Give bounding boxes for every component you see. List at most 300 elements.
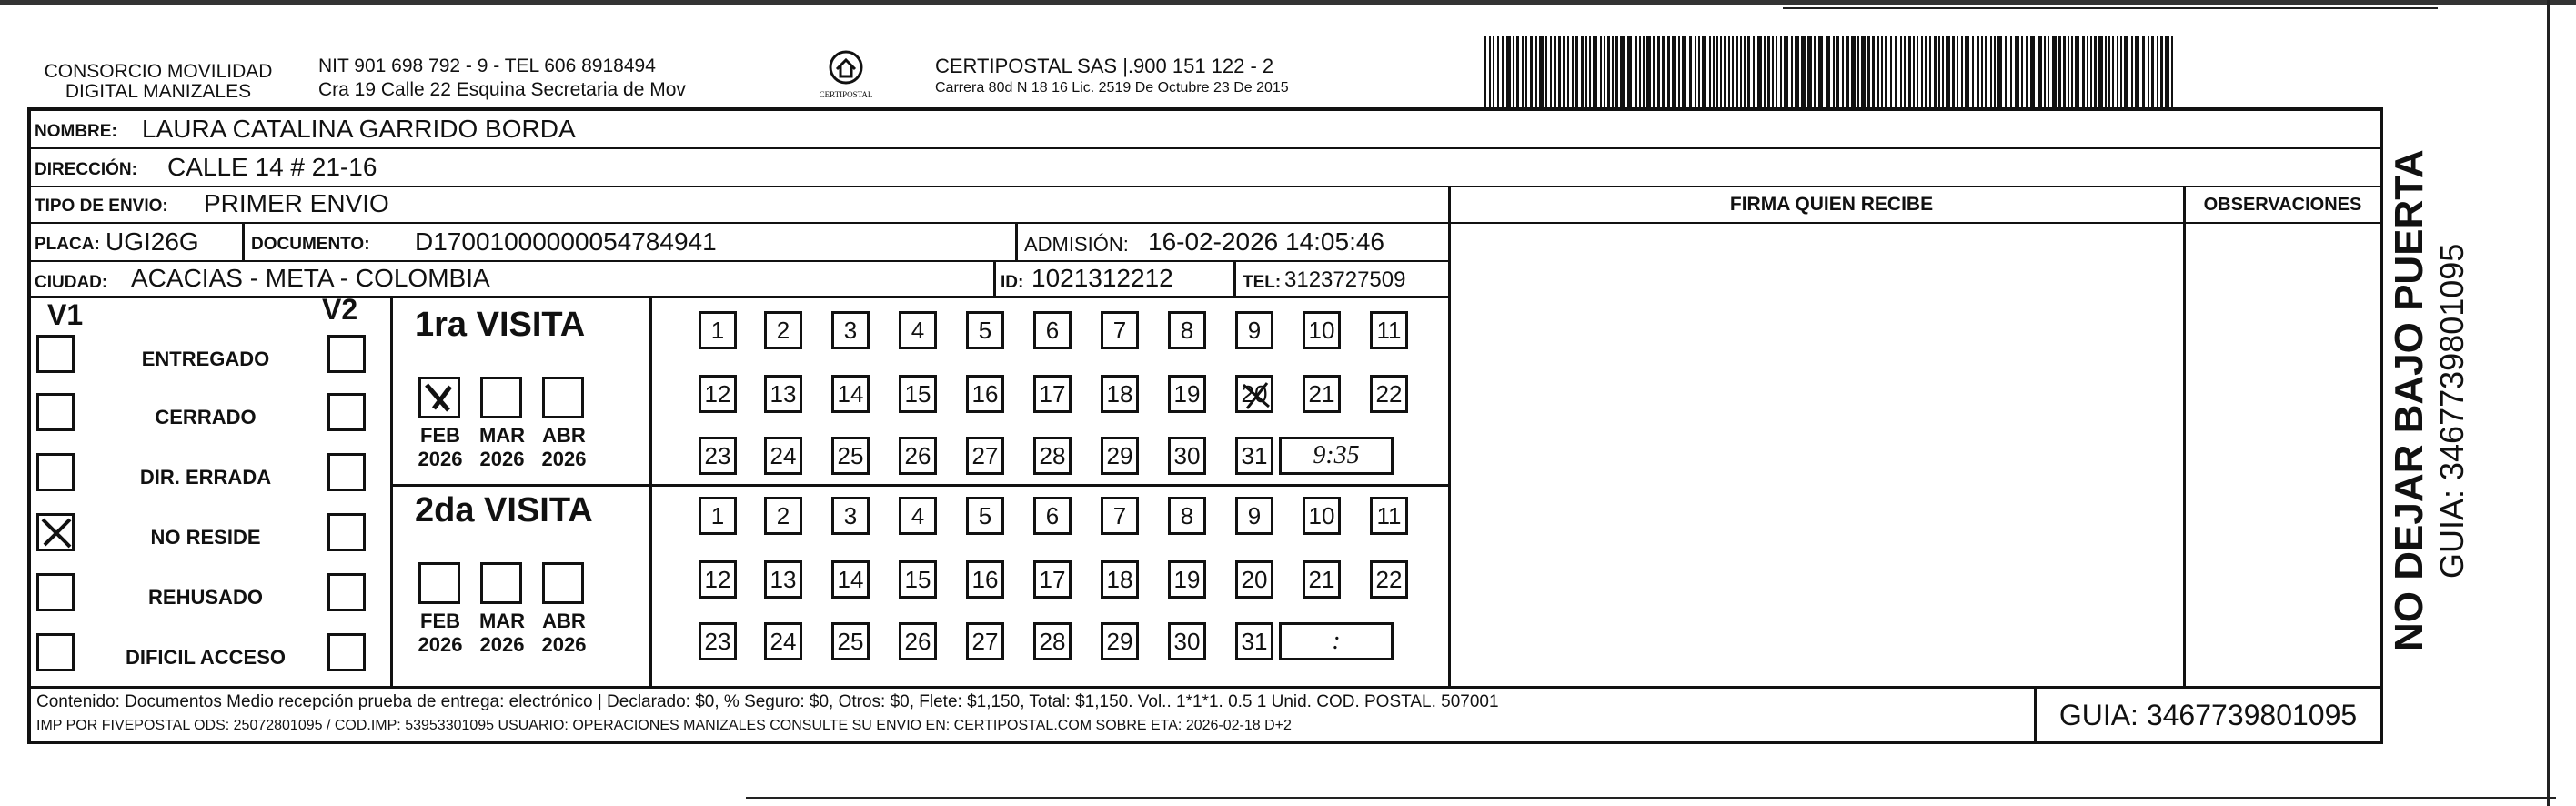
carrier-info [935,55,1289,98]
imp-line: IMP POR FIVEPOSTAL ODS: 25072801095 / COD.IMP: 53953301095 USUARIO: OPERACIONES MANIZALES CONSULTE SU ENVIO EN: CERTIPOSTAL.COM SOBRE ETA: 2026-02-18 D+2 [36,718,1292,733]
barcode-bar [1716,36,1718,107]
second-visit-day-box[interactable] [899,560,937,599]
barcode-bar [1801,36,1806,107]
barcode-bar [1709,36,1711,107]
second-visit-day-box[interactable] [1101,497,1139,535]
v2-checkbox[interactable] [327,513,366,551]
city-row [31,262,1448,298]
first-visit-day-number: 21 [1308,379,1335,408]
second-visit-day-number: 25 [837,627,864,655]
plate-label: PLACA: [35,235,100,254]
first-visit-day-box[interactable] [899,375,937,413]
second-visit-day-box[interactable] [1033,497,1072,535]
second-visit-day-number: 6 [1045,501,1060,529]
doc-divider [242,224,245,260]
first-visit-title: 1ra VISITA [415,306,586,344]
barcode-bar [1667,36,1670,107]
first-visit-day-box[interactable] [1168,375,1206,413]
barcode-bar [1942,36,1944,107]
barcode-bar [2015,36,2019,107]
first-visit-month-checkbox[interactable] [480,377,522,418]
company-line-2: DIGITAL MANIZALES [65,81,252,102]
first-visit-month-year: 2026 [479,448,525,470]
barcode-bar [1890,36,1892,107]
barcode-bar [1493,36,1494,107]
barcode-bar [2068,36,2069,107]
first-visit-day-box[interactable] [966,311,1004,349]
first-visit-day-box[interactable] [1168,311,1206,349]
carrier-line-1: CERTIPOSTAL SAS |.900 151 122 - 2 [935,55,1274,77]
barcode-bar [1535,36,1537,107]
first-visit-day-box[interactable] [899,311,937,349]
first-visit-day-box[interactable] [1370,375,1408,413]
second-visit-day-box[interactable] [1370,560,1408,599]
first-visit-day-box[interactable] [831,437,870,475]
content-line: Contenido: Documentos Medio recepción prueba de entrega: electrónico | Declarado: $0, % Seguro: $0, Otros: $0, Flete: $1,150, Total: $1,150. Vol.. 1*1*1. 0.5 1 Unid. COD. POSTAL. 507001 [36,692,1499,711]
first-visit-day-box[interactable] [1101,437,1139,475]
barcode-bar [1985,36,1987,107]
barcode-bar [1698,36,1700,107]
second-visit-day-box[interactable] [831,622,870,660]
barcode-bar [1635,36,1637,107]
second-visit-day-box[interactable] [764,622,802,660]
signature-area[interactable] [1448,224,2183,686]
id-value: 1021312212 [1031,264,1173,292]
second-visit-day-number: 5 [978,501,992,529]
barcode-bar [2142,36,2145,107]
barcode-bar [1744,36,1746,107]
second-visit-day-box[interactable] [1370,497,1408,535]
document-label: DOCUMENTO: [251,235,370,254]
first-visit-day-box[interactable] [966,375,1004,413]
v1-checkbox[interactable] [36,513,75,551]
first-visit-day-box[interactable] [764,437,802,475]
barcode-bar [2112,36,2114,107]
barcode-bar [1539,36,1544,107]
barcode-bar [1929,36,1931,107]
barcode-bar [1627,36,1632,107]
first-visit-day-number: 5 [978,316,992,344]
second-visit-day-box[interactable] [1303,560,1341,599]
barcode-bar [2124,36,2128,107]
first-visit-day-box[interactable] [831,311,870,349]
first-visit-day-number: 19 [1173,379,1201,408]
barcode-bar [1997,36,2002,107]
second-visit-day-box[interactable] [1033,560,1072,599]
first-visit-day-number: 20 [1241,379,1268,408]
v2-checkbox[interactable] [327,335,366,373]
logo-text: CERTIPOSTAL [819,90,873,99]
second-visit-day-number: 23 [704,627,731,655]
no-dejar-warning [2389,149,2430,651]
barcode-bar [1772,36,1774,107]
barcode-bar [2120,36,2122,107]
barcode-bar [1833,36,1835,107]
barcode-bar [1952,36,1955,107]
scan-artifact-line [2547,0,2550,806]
barcode-bar [1695,36,1696,107]
second-visit-month-checkbox[interactable] [542,562,584,604]
second-visit-day-number: 4 [911,501,925,529]
barcode-bar [1604,36,1605,107]
first-visit-day-box[interactable] [899,437,937,475]
first-visit-day-number: 30 [1173,441,1201,469]
state-label: CERRADO [155,406,257,428]
barcode-bar [1857,36,1859,107]
no-dejar-text: NO DEJAR BAJO PUERTA [2387,149,2431,651]
barcode-bar [1900,36,1902,107]
state-label: DIR. ERRADA [139,466,272,489]
barcode-bar [1861,36,1866,107]
second-visit-day-number: 13 [770,565,797,593]
scan-artifact-line [0,0,2576,5]
barcode-bar [1826,36,1830,107]
second-visit-day-box[interactable] [1168,560,1206,599]
barcode-bar [1646,36,1651,107]
barcode [1484,36,2176,107]
second-visit-month-year: 2026 [418,633,463,656]
barcode-bar [1776,36,1777,107]
barcode-bar [1938,36,1940,107]
barcode-bar [2082,36,2085,107]
second-visit-day-box[interactable] [1101,622,1139,660]
second-visit-day-box[interactable] [764,497,802,535]
check-mark-icon [39,516,74,550]
address-label: DIRECCIÓN: [35,160,137,179]
first-visit-day-box[interactable] [1303,311,1341,349]
first-visit-day-box[interactable] [1101,311,1139,349]
first-visit-day-number: 13 [770,379,797,408]
barcode-bar [1732,36,1734,107]
second-visit-day-box[interactable] [1235,622,1273,660]
first-visit-month-year: 2026 [541,448,587,470]
barcode-bar [1612,36,1614,107]
barcode-bar [1994,36,1996,107]
barcode-bar [2094,36,2097,107]
second-visit-day-box[interactable] [699,622,737,660]
first-visit-day-box[interactable] [1235,311,1273,349]
second-visit-day-number: 12 [704,565,731,593]
plate-doc-row [31,224,1448,262]
barcode-bar [1818,36,1823,107]
barcode-bar [1489,36,1491,107]
first-visit-day-number: 1 [710,316,725,344]
barcode-bar [1740,36,1742,107]
first-visit-day-number: 26 [904,441,931,469]
name-label: NOMBRE: [35,122,117,141]
first-visit-day-number: 2 [776,316,790,344]
second-visit-time-value: : [1332,627,1341,655]
barcode-bar [1563,36,1565,107]
barcode-bar [1728,36,1730,107]
barcode-bar [1807,36,1812,107]
tel-label: TEL: [1243,273,1282,292]
second-visit-day-number: 17 [1039,565,1066,593]
barcode-bar [1575,36,1578,107]
second-visit-month-year: 2026 [479,633,525,656]
barcode-bar [2087,36,2088,107]
state-label: NO RESIDE [150,526,261,549]
company-info [318,55,686,102]
barcode-bar [2048,36,2049,107]
first-visit-day-box[interactable] [699,311,737,349]
barcode-bar [1593,36,1597,107]
name-row [31,111,2380,149]
second-visit-title: 2da VISITA [415,491,593,529]
barcode-bar [1921,36,1923,107]
barcode-bar [1572,36,1574,107]
v1-checkbox[interactable] [36,453,75,491]
second-visit-day-box[interactable] [1168,497,1206,535]
first-visit-day-box[interactable] [1235,437,1273,475]
v2-checkbox[interactable] [327,393,366,431]
second-visit-day-box[interactable] [1033,622,1072,660]
first-visit-day-number: 7 [1112,316,1127,344]
side-guia-text: GUIA: 3467739801095 [2433,243,2470,579]
barcode-bar [1554,36,1556,107]
barcode-bar [1795,36,1799,107]
barcode-bar [2165,36,2169,107]
second-visit-day-number: 24 [770,627,797,655]
barcode-bar [1764,36,1766,107]
v2-checkbox[interactable] [327,633,366,671]
first-visit-month-checkbox[interactable] [418,377,460,418]
barcode-bar [2171,36,2173,107]
second-visit-day-box[interactable] [966,622,1004,660]
second-visit-day-box[interactable] [966,497,1004,535]
admission-divider [1015,224,1018,260]
barcode-bar [1682,36,1686,107]
barcode-bar [2021,36,2023,107]
second-visit-month-label [413,610,468,657]
observations-header [2183,187,2380,224]
first-visit-month-checkbox[interactable] [542,377,584,418]
v1-checkbox[interactable] [36,393,75,431]
second-visit-day-box[interactable] [831,497,870,535]
first-visit-day-box[interactable] [764,311,802,349]
second-visit-month-label [475,610,529,657]
second-visit-day-box[interactable] [899,497,937,535]
barcode-bar [1851,36,1856,107]
v2-checkbox[interactable] [327,453,366,491]
barcode-bar [1545,36,1547,107]
barcode-bar [2005,36,2007,107]
barcode-bar [1784,36,1788,107]
barcode-bar [1981,36,1983,107]
barcode-bar [2151,36,2154,107]
second-visit-day-number: 10 [1308,501,1335,529]
first-visit-day-number: 27 [971,441,999,469]
barcode-bar [1550,36,1552,107]
second-visit-time-box[interactable] [1279,622,1394,660]
signature-header-label: FIRMA QUIEN RECIBE [1729,194,1934,215]
first-visit-day-box[interactable] [1101,375,1139,413]
barcode-bar [2148,36,2149,107]
barcode-bar [1724,36,1726,107]
first-visit-month-name: ABR [542,424,586,447]
barcode-bar [1567,36,1569,107]
barcode-bar [1643,36,1645,107]
second-visit-day-box[interactable] [1168,622,1206,660]
barcode-bar [1934,36,1937,107]
first-visit-day-number: 15 [904,379,931,408]
id-divider [993,262,996,297]
barcode-bar [1747,36,1750,107]
company-line-1: CONSORCIO MOVILIDAD [44,61,273,82]
barcode-bar [1877,36,1879,107]
second-visit-day-number: 26 [904,627,931,655]
barcode-bar [1484,36,1486,107]
first-visit-day-box[interactable] [699,437,737,475]
certipostal-logo-icon [828,49,864,86]
footer-guia-box [2034,689,2380,742]
first-visit-day-number: 24 [770,441,797,469]
barcode-bar [1990,36,1992,107]
barcode-bar [1530,36,1533,107]
first-visit-day-box[interactable] [1370,311,1408,349]
first-visit-day-box[interactable] [831,375,870,413]
v1-checkbox[interactable] [36,573,75,611]
second-visit-month-year: 2026 [541,633,587,656]
first-visit-day-box[interactable] [1235,375,1273,413]
second-visit-day-box[interactable] [1235,560,1273,599]
visits-block [393,298,1448,686]
barcode-bar [1589,36,1591,107]
barcode-bar [1814,36,1816,107]
second-visit-day-box[interactable] [764,560,802,599]
barcode-bar [2063,36,2066,107]
first-visit-day-box[interactable] [966,437,1004,475]
second-visit-day-number: 29 [1106,627,1133,655]
barcode-bar [1672,36,1676,107]
visit-divider [393,484,1448,487]
first-visit-day-number: 29 [1106,441,1133,469]
barcode-bar [2157,36,2158,107]
barcode-bar [1780,36,1782,107]
first-visit-day-number: 8 [1180,316,1194,344]
barcode-bar [1615,36,1618,107]
observations-area[interactable] [2183,224,2380,686]
barcode-bar [1881,36,1883,107]
second-visit-day-number: 9 [1247,501,1262,529]
scan-artifact-line [746,797,2556,799]
barcode-bar [1516,36,1519,107]
second-visit-day-box[interactable] [966,560,1004,599]
first-visit-day-box[interactable] [1033,375,1072,413]
barcode-bar [2108,36,2110,107]
address-line: Cra 19 Calle 22 Esquina Secretaria de Mov [318,79,686,100]
first-visit-day-number: 22 [1375,379,1403,408]
barcode-bar [1678,36,1680,107]
second-visit-month-checkbox[interactable] [480,562,522,604]
second-visit-day-number: 31 [1241,627,1268,655]
first-visit-time-value: 9:35 [1313,441,1360,469]
first-visit-month-name: FEB [420,424,460,447]
barcode-bar [1767,36,1770,107]
barcode-bar [1908,36,1911,107]
footer-guia: GUIA: 3467739801095 [2058,699,2358,731]
first-visit-day-box[interactable] [1168,437,1206,475]
first-visit-day-number: 10 [1308,316,1335,344]
barcode-bar [1497,36,1499,107]
barcode-bar [1925,36,1927,107]
second-visit-day-number: 19 [1173,565,1201,593]
first-visit-day-box[interactable] [1033,311,1072,349]
barcode-bar [1502,36,1504,107]
barcode-bar [2098,36,2103,107]
first-visit-time-box[interactable] [1279,437,1394,475]
second-visit-day-number: 18 [1106,565,1133,593]
barcode-bar [1506,36,1511,107]
second-visit-day-box[interactable] [699,497,737,535]
first-visit-day-box[interactable] [1033,437,1072,475]
tel-divider [1233,262,1236,297]
barcode-bar [1917,36,1918,107]
second-visit-day-box[interactable] [831,560,870,599]
v1-checkbox[interactable] [36,335,75,373]
certipostal-logo [814,49,878,104]
side-guia [2434,244,2470,579]
barcode-bar [2052,36,2057,107]
barcode-bar [1689,36,1692,107]
barcode-bar [1872,36,1875,107]
company-name [22,62,295,102]
v2-checkbox[interactable] [327,573,366,611]
second-visit-day-box[interactable] [1101,560,1139,599]
type-row [31,187,1448,224]
second-visit-day-box[interactable] [1303,497,1341,535]
second-visit-day-number: 16 [971,565,999,593]
admission-value: 16-02-2026 14:05:46 [1148,227,1384,256]
scan-artifact-line [1783,7,2438,9]
second-visit-day-number: 2 [776,501,790,529]
second-visit-month-checkbox[interactable] [418,562,460,604]
barcode-bar [1600,36,1602,107]
first-visit-day-number: 31 [1241,441,1268,469]
barcode-bar [1913,36,1915,107]
barcode-bar [1957,36,1958,107]
admission-label: ADMISIÓN: [1024,233,1129,256]
first-visit-month-year: 2026 [418,448,463,470]
first-visit-day-box[interactable] [699,375,737,413]
barcode-bar [2038,36,2042,107]
type-label: TIPO DE ENVIO: [35,196,168,216]
barcode-bar [2026,36,2028,107]
first-visit-month-label [413,424,468,471]
second-visit-day-number: 28 [1039,627,1066,655]
v1-checkbox[interactable] [36,633,75,671]
second-visit-day-box[interactable] [899,622,937,660]
first-visit-month-label [475,424,529,471]
barcode-bar [2117,36,2118,107]
first-visit-day-number: 18 [1106,379,1133,408]
barcode-bar [1639,36,1641,107]
barcode-bar [1585,36,1587,107]
second-visit-day-box[interactable] [1235,497,1273,535]
first-visit-day-number: 17 [1039,379,1066,408]
states-block [31,293,393,686]
barcode-bar [1846,36,1849,107]
first-visit-day-box[interactable] [764,375,802,413]
signature-header [1448,187,2212,224]
first-visit-day-box[interactable] [1303,375,1341,413]
first-visit-day-number: 4 [911,316,925,344]
second-visit-month-name: ABR [542,610,586,632]
second-visit-month-label [537,610,591,657]
second-visit-day-box[interactable] [699,560,737,599]
name-value: LAURA CATALINA GARRIDO BORDA [142,115,576,143]
barcode-bar [2044,36,2046,107]
